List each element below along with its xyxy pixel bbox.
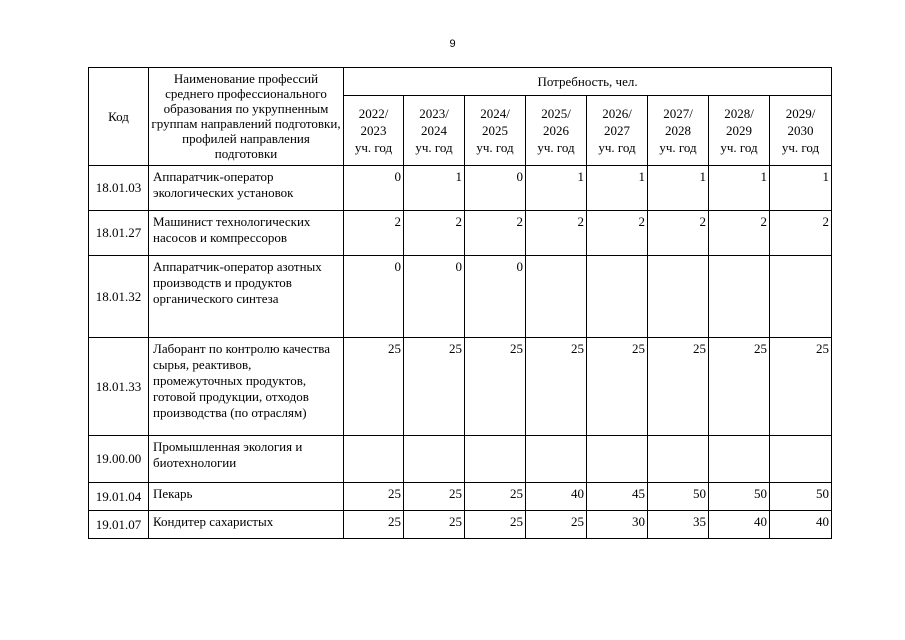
row-value-cell	[770, 436, 832, 483]
row-profession-name: Машинист технологических насосов и компрессоров	[149, 211, 344, 256]
row-value-cell: 30	[587, 511, 648, 539]
row-value-cell	[587, 256, 648, 338]
row-value-cell: 25	[344, 338, 404, 436]
demand-table	[88, 67, 832, 539]
row-value-cell: 2	[465, 211, 526, 256]
column-header-year	[404, 96, 465, 166]
row-value-cell: 40	[526, 483, 587, 511]
row-profession-name: Пекарь	[149, 483, 344, 511]
row-value-cell: 25	[465, 483, 526, 511]
year-label-line2: 2029	[726, 123, 752, 138]
row-value-cell: 25	[404, 483, 465, 511]
row-profession-name: Лаборант по контролю качества сырья, реактивов, промежуточных продуктов, готовой продукции, отходов производства (по отраслям)	[149, 338, 344, 436]
row-value-cell: 50	[648, 483, 709, 511]
row-value-cell: 25	[770, 338, 832, 436]
row-profession-name: Кондитер сахаристых	[149, 511, 344, 539]
table-row	[89, 436, 832, 483]
row-value-cell: 1	[526, 166, 587, 211]
column-header-year	[344, 96, 404, 166]
row-value-cell: 0	[344, 166, 404, 211]
column-header-year	[709, 96, 770, 166]
row-value-cell: 25	[526, 511, 587, 539]
year-label-line3: уч. год	[354, 140, 393, 155]
table-row	[89, 483, 832, 511]
table-row	[89, 338, 832, 436]
column-header-year	[648, 96, 709, 166]
row-value-cell: 2	[648, 211, 709, 256]
row-value-cell: 2	[344, 211, 404, 256]
row-value-cell: 25	[404, 338, 465, 436]
row-profession-name: Аппаратчик-оператор экологических установок	[149, 166, 344, 211]
row-value-cell: 25	[465, 338, 526, 436]
row-value-cell	[648, 436, 709, 483]
row-code: 18.01.32	[89, 256, 149, 338]
row-value-cell: 50	[770, 483, 832, 511]
year-label-line1: 2025/	[541, 106, 571, 121]
column-header-year	[526, 96, 587, 166]
row-value-cell	[709, 256, 770, 338]
row-value-cell	[344, 436, 404, 483]
year-label-line1: 2028/	[724, 106, 754, 121]
year-label-line2: 2030	[787, 123, 814, 138]
column-header-name: Наименование профессий среднего профессионального образования по укрупненным группам направлений подготовки, профилей направления подготовки	[149, 68, 344, 166]
column-header-need: Потребность, чел.	[344, 68, 832, 96]
row-value-cell: 1	[587, 166, 648, 211]
year-label-line1: 2022/	[358, 106, 389, 121]
table-row	[89, 166, 832, 211]
table-row	[89, 511, 832, 539]
year-label-line2: 2028	[665, 123, 691, 138]
column-header-year	[465, 96, 526, 166]
row-code: 18.01.27	[89, 211, 149, 256]
row-value-cell: 25	[587, 338, 648, 436]
row-value-cell	[770, 256, 832, 338]
row-value-cell: 50	[709, 483, 770, 511]
year-label-line1: 2026/	[602, 106, 632, 121]
row-profession-name: Промышленная экология и биотехнологии	[149, 436, 344, 483]
row-value-cell: 0	[465, 166, 526, 211]
table-row	[89, 256, 832, 338]
row-value-cell: 0	[404, 256, 465, 338]
row-value-cell: 1	[770, 166, 832, 211]
row-value-cell: 25	[404, 511, 465, 539]
row-code: 19.00.00	[89, 436, 149, 483]
year-label-line2: 2025	[482, 123, 508, 138]
table-row	[89, 211, 832, 256]
row-value-cell	[709, 436, 770, 483]
row-value-cell: 25	[648, 338, 709, 436]
row-value-cell: 25	[465, 511, 526, 539]
row-value-cell: 25	[344, 483, 404, 511]
column-header-year	[587, 96, 648, 166]
row-value-cell	[587, 436, 648, 483]
header-row-top	[89, 68, 832, 96]
page-number: 9	[449, 38, 456, 50]
year-label-line3: уч. год	[659, 140, 697, 155]
row-value-cell: 0	[344, 256, 404, 338]
year-label-line1: 2023/	[419, 106, 449, 121]
year-label-line3: уч. год	[720, 140, 758, 155]
row-value-cell: 25	[526, 338, 587, 436]
row-value-cell	[526, 436, 587, 483]
row-value-cell: 25	[709, 338, 770, 436]
row-value-cell	[526, 256, 587, 338]
row-value-cell: 40	[709, 511, 770, 539]
row-value-cell: 2	[587, 211, 648, 256]
year-label-line1: 2024/	[480, 106, 510, 121]
column-header-code: Код	[89, 68, 149, 166]
row-code: 19.01.04	[89, 483, 149, 511]
row-value-cell: 2	[709, 211, 770, 256]
row-value-cell: 0	[465, 256, 526, 338]
year-label-line3: уч. год	[476, 140, 514, 155]
row-value-cell: 2	[404, 211, 465, 256]
row-code: 18.01.03	[89, 166, 149, 211]
year-label-line2: 2027	[604, 123, 630, 138]
year-label-line3: уч. год	[598, 140, 636, 155]
year-label-line3: уч. год	[415, 140, 453, 155]
row-value-cell: 1	[709, 166, 770, 211]
year-label-line2: 2026	[543, 123, 569, 138]
row-value-cell	[404, 436, 465, 483]
row-value-cell: 2	[770, 211, 832, 256]
row-value-cell	[648, 256, 709, 338]
year-label-line1: 2029/	[785, 106, 816, 121]
row-value-cell: 1	[648, 166, 709, 211]
row-code: 19.01.07	[89, 511, 149, 539]
year-label-line3: уч. год	[537, 140, 575, 155]
year-label-line2: 2024	[421, 123, 447, 138]
year-label-line3: уч. год	[781, 140, 820, 155]
row-value-cell: 45	[587, 483, 648, 511]
year-label-line2: 2023	[360, 123, 387, 138]
row-value-cell: 35	[648, 511, 709, 539]
row-value-cell: 2	[526, 211, 587, 256]
row-profession-name: Аппаратчик-оператор азотных производств и продуктов органического синтеза	[149, 256, 344, 338]
row-value-cell: 1	[404, 166, 465, 211]
row-code: 18.01.33	[89, 338, 149, 436]
column-header-year	[770, 96, 832, 166]
row-value-cell	[465, 436, 526, 483]
year-label-line1: 2027/	[663, 106, 693, 121]
row-value-cell: 40	[770, 511, 832, 539]
row-value-cell: 25	[344, 511, 404, 539]
